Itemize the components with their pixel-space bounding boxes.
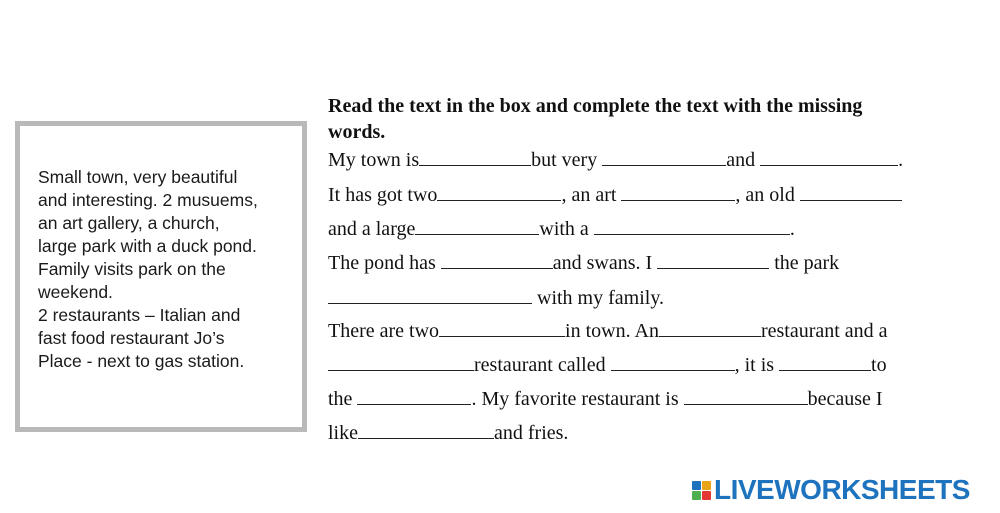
text-segment: and a large	[328, 218, 416, 240]
info-line: and interesting. 2 musuems,	[38, 190, 258, 210]
logo-text: LIVEWORKSHEETS	[714, 474, 970, 505]
text-segment: but very	[531, 149, 598, 171]
logo-mark-square	[692, 491, 701, 500]
logo-mark-square	[702, 491, 711, 500]
logo-mark-square	[692, 481, 701, 490]
answer-blank[interactable]	[441, 249, 553, 269]
answer-blank[interactable]	[684, 385, 808, 405]
text-segment: , an old	[735, 184, 795, 206]
instruction-line: words.	[328, 121, 386, 143]
answer-blank[interactable]	[659, 317, 761, 337]
text-segment: like	[328, 422, 358, 444]
info-line: large park with a duck pond.	[38, 236, 257, 256]
logo-mark-square	[702, 481, 711, 490]
answer-blank[interactable]	[800, 181, 902, 201]
answer-blank[interactable]	[621, 181, 735, 201]
text-segment: , it is	[734, 354, 775, 376]
logo-mark-icon	[692, 481, 711, 500]
exercise-line-7	[328, 351, 887, 377]
instruction-line: Read the text in the box and complete the text with the missing	[328, 95, 863, 117]
answer-blank[interactable]	[657, 249, 769, 269]
answer-blank[interactable]	[602, 146, 726, 166]
text-segment: It has got two	[328, 184, 438, 206]
text-segment: My town is	[328, 149, 420, 171]
exercise-line-2	[328, 181, 902, 207]
text-segment: because I	[807, 388, 883, 410]
answer-blank[interactable]	[358, 419, 494, 439]
text-segment: There are two	[328, 320, 440, 342]
exercise-line-4	[328, 249, 839, 275]
answer-blank[interactable]	[415, 215, 539, 235]
info-line: Place - next to gas station.	[38, 351, 245, 371]
exercise-line-5	[328, 284, 664, 310]
text-segment: restaurant called	[474, 354, 606, 376]
info-line: an art gallery, a church,	[38, 213, 220, 233]
text-segment: to	[871, 354, 887, 376]
text-segment: , an art	[561, 184, 617, 206]
answer-blank[interactable]	[328, 351, 474, 371]
answer-blank[interactable]	[437, 181, 561, 201]
text-segment: .	[898, 149, 904, 171]
info-line: weekend.	[38, 282, 113, 302]
text-segment: and swans. I	[552, 252, 653, 274]
liveworksheets-logo[interactable]	[692, 474, 970, 506]
info-line: Small town, very beautiful	[38, 167, 238, 187]
text-segment: .	[789, 218, 795, 240]
text-segment: . My favorite restaurant is	[471, 388, 679, 410]
answer-blank[interactable]	[611, 351, 735, 371]
answer-blank[interactable]	[439, 317, 565, 337]
text-segment: the park	[774, 252, 840, 274]
text-segment: and	[726, 149, 756, 171]
answer-blank[interactable]	[419, 146, 531, 166]
exercise-line-8	[328, 385, 883, 411]
answer-blank[interactable]	[357, 385, 471, 405]
text-segment: restaurant and a	[760, 320, 888, 342]
answer-blank[interactable]	[328, 284, 532, 304]
info-line: fast food restaurant Jo’s	[38, 328, 225, 348]
answer-blank[interactable]	[594, 215, 790, 235]
exercise-line-1	[328, 146, 903, 172]
info-line: 2 restaurants – Italian and	[38, 305, 241, 325]
text-segment: The pond has	[328, 252, 436, 274]
info-box	[15, 121, 307, 432]
exercise-line-9	[328, 419, 568, 445]
answer-blank[interactable]	[779, 351, 871, 371]
instruction	[328, 93, 968, 145]
text-segment: in town. An	[565, 320, 659, 342]
text-segment: and fries.	[494, 422, 569, 444]
text-segment: with a	[539, 218, 589, 240]
exercise-line-6	[328, 317, 888, 343]
exercise-line-3	[328, 215, 795, 241]
answer-blank[interactable]	[760, 146, 898, 166]
info-line: Family visits park on the	[38, 259, 226, 279]
text-segment: the	[328, 388, 353, 410]
text-segment: with my family.	[537, 287, 665, 309]
info-box-text	[38, 166, 296, 373]
